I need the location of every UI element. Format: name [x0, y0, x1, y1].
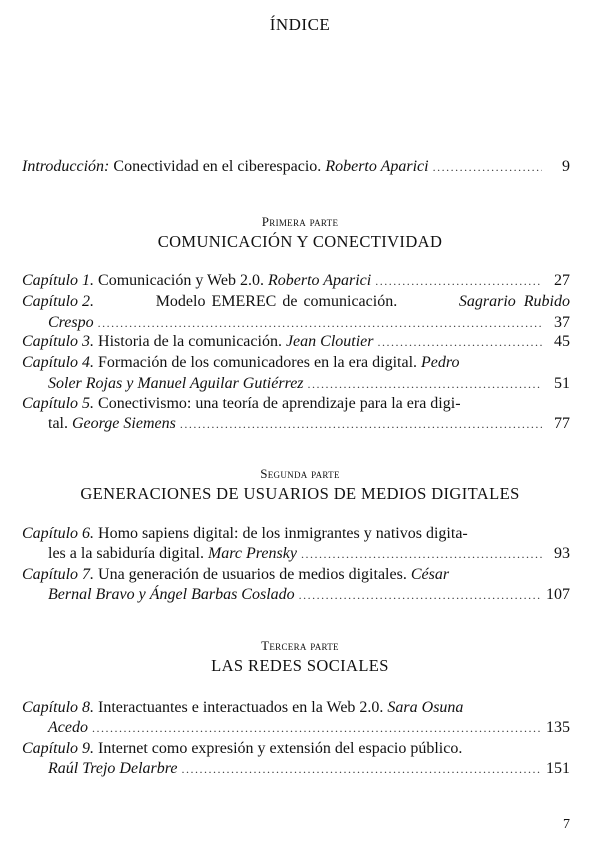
- chapter-author: César: [410, 566, 450, 583]
- chapter-title: Interactuantes e interactuados en la Web 2.0.: [98, 699, 384, 716]
- chapter-author: Roberto Aparici: [267, 272, 372, 289]
- chapter-label: Capítulo 5.: [22, 395, 95, 412]
- toc-entry-chapter-4: [22, 352, 570, 374]
- chapter-page: 45: [554, 333, 570, 350]
- chapter-author: Pedro: [421, 354, 460, 371]
- toc-entry-chapter-8: [22, 697, 570, 719]
- chapter-title: Formación de los comunicadores en la era digital.: [98, 354, 418, 371]
- intro-title: Conectividad en el ciberespacio.: [113, 158, 322, 175]
- toc-entry-chapter-4-cont: [48, 373, 570, 395]
- chapter-author: Marc Prensky: [207, 545, 297, 562]
- part-3-label: Tercera parte: [261, 638, 339, 653]
- toc-entry-chapter-9-cont: [48, 758, 570, 780]
- toc-entry-chapter-1: [22, 270, 570, 292]
- chapter-author-cont: Bernal Bravo y Ángel Barbas Coslado: [48, 586, 295, 603]
- page-number: 7: [563, 817, 570, 832]
- chapter-title: Historia de la comunicación.: [98, 333, 282, 350]
- chapter-author: George Siemens: [72, 415, 176, 432]
- leader-dots: [92, 717, 542, 739]
- toc-entry-chapter-8-cont: [48, 717, 570, 739]
- chapter-label: Capítulo 9.: [22, 740, 95, 757]
- chapter-title: Conectivismo: una teoría de aprendizaje para la era digi-: [98, 395, 461, 412]
- chapter-label: Capítulo 8.: [22, 699, 95, 716]
- toc-entry-intro: [22, 156, 570, 178]
- chapter-label: Capítulo 2.: [22, 293, 95, 310]
- chapter-author-cont: Soler Rojas y Manuel Aguilar Gutiérrez: [48, 375, 304, 392]
- leader-dots: [433, 156, 542, 178]
- chapter-label: Capítulo 4.: [22, 354, 95, 371]
- toc-entry-chapter-2: [22, 291, 570, 313]
- toc-entry-chapter-6: [22, 523, 570, 545]
- toc-entry-chapter-7-cont: [48, 584, 570, 606]
- chapter-page: 77: [554, 415, 570, 432]
- part-1-label: Primera parte: [261, 214, 339, 229]
- toc-entry-chapter-3: [22, 331, 570, 353]
- chapter-title: Homo sapiens digital: de los inmigrantes y nativos digita-: [98, 525, 468, 542]
- chapter-page: 37: [554, 314, 570, 331]
- leader-dots: [301, 543, 542, 565]
- leader-dots: [180, 413, 542, 435]
- chapter-title-cont: tal.: [48, 415, 68, 432]
- toc-entry-chapter-6-cont: [48, 543, 570, 565]
- leader-dots: [378, 331, 543, 353]
- page-title: ÍNDICE: [269, 15, 331, 34]
- leader-dots: [299, 584, 542, 606]
- intro-author: Roberto Aparici: [325, 158, 429, 175]
- chapter-title-cont: les a la sabiduría digital.: [48, 545, 204, 562]
- chapter-label: Capítulo 7.: [22, 566, 95, 583]
- chapter-label: Capítulo 3.: [22, 333, 95, 350]
- toc-entry-chapter-5: [22, 393, 570, 415]
- chapter-page: 135: [546, 719, 570, 736]
- intro-page: 9: [562, 158, 570, 175]
- chapter-author-cont: Crespo: [48, 314, 94, 331]
- intro-label: Introducción:: [22, 158, 110, 175]
- chapter-author: Sagrario Rubido: [458, 293, 570, 310]
- chapter-title: Internet como expresión y extensión del espacio público.: [98, 740, 463, 757]
- part-2-title: GENERACIONES DE USUARIOS DE MEDIOS DIGITALES: [80, 484, 520, 503]
- chapter-author-cont: Acedo: [48, 719, 88, 736]
- chapter-author: Raúl Trejo Delarbre: [48, 760, 178, 777]
- leader-dots: [181, 758, 542, 780]
- part-2-label: Segunda parte: [260, 466, 340, 481]
- chapter-title: Modelo EMEREC de comunicación.: [155, 293, 398, 310]
- leader-dots: [308, 373, 542, 395]
- chapter-page: 93: [554, 545, 570, 562]
- leader-dots: [375, 270, 542, 292]
- chapter-label: Capítulo 6.: [22, 525, 95, 542]
- chapter-page: 107: [546, 586, 570, 603]
- part-1-title: COMUNICACIÓN Y CONECTIVIDAD: [157, 232, 443, 251]
- chapter-label: Capítulo 1.: [22, 272, 95, 289]
- chapter-title: Comunicación y Web 2.0.: [98, 272, 264, 289]
- chapter-author: Jean Cloutier: [285, 333, 374, 350]
- toc-entry-chapter-5-cont: [48, 413, 570, 435]
- toc-entry-chapter-9: [22, 738, 570, 760]
- chapter-page: 27: [554, 272, 570, 289]
- part-3-title: LAS REDES SOCIALES: [211, 656, 389, 675]
- chapter-author: Sara Osuna: [387, 699, 464, 716]
- chapter-page: 51: [554, 375, 570, 392]
- chapter-page: 151: [546, 760, 570, 777]
- chapter-title: Una generación de usuarios de medios digitales.: [98, 566, 407, 583]
- toc-entry-chapter-7: [22, 564, 570, 586]
